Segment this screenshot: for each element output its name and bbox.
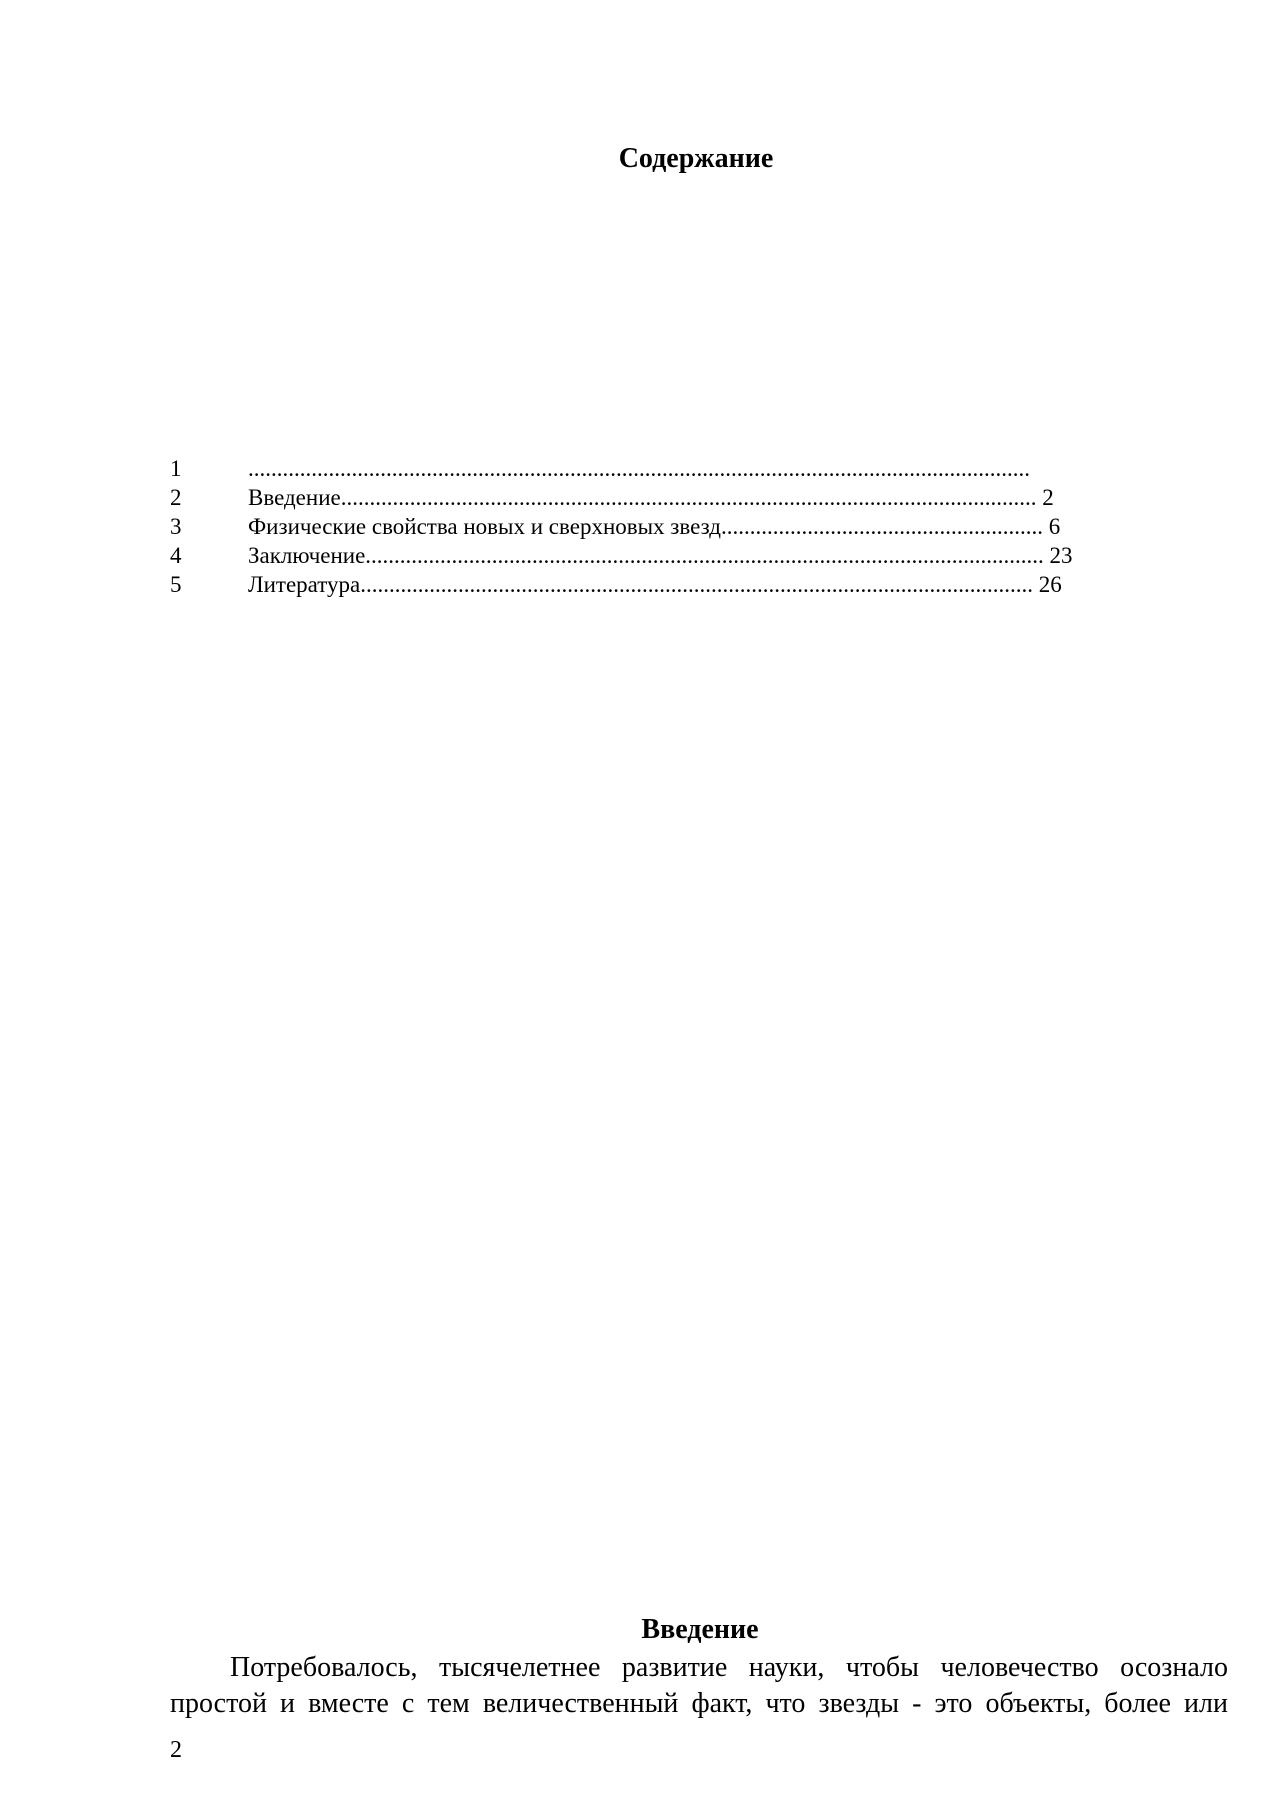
- page-number: 2: [170, 1737, 182, 1763]
- introduction-paragraph: [170, 1650, 1228, 1722]
- toc-entry-text: Введение......................................................................................................................... 2: [248, 485, 1054, 510]
- toc-entry-number: 5: [170, 572, 182, 597]
- toc-entry-number: 1: [170, 456, 182, 481]
- paragraph-line: Потребовалось, тысячелетнее развитие науки, чтобы человечество осознало: [230, 1652, 1228, 1683]
- toc-entry: [170, 454, 1210, 483]
- toc-entry-text: ........................................................................................................................................: [248, 456, 1030, 481]
- toc-entry-number: 4: [170, 543, 182, 568]
- toc-title: Содержание: [618, 143, 774, 174]
- toc-entry-text: Литература..................................................................................................................... 26: [248, 572, 1062, 597]
- toc-entry-text: Заключение...................................................................................................................... 23: [248, 543, 1073, 568]
- section-title-introduction: Введение: [641, 1614, 759, 1645]
- table-of-contents: [170, 454, 1210, 599]
- toc-entry: [170, 512, 1210, 541]
- toc-entry-text: Физические свойства новых и сверхновых звезд........................................................ 6: [248, 514, 1061, 539]
- toc-entry: [170, 541, 1210, 570]
- toc-entry: [170, 570, 1210, 599]
- toc-entry-number: 3: [170, 514, 182, 539]
- paragraph-line: простой и вместе с тем величественный факт, что звезды - это объекты, более или: [170, 1688, 1228, 1719]
- toc-entry: [170, 483, 1210, 512]
- toc-entry-number: 2: [170, 485, 182, 510]
